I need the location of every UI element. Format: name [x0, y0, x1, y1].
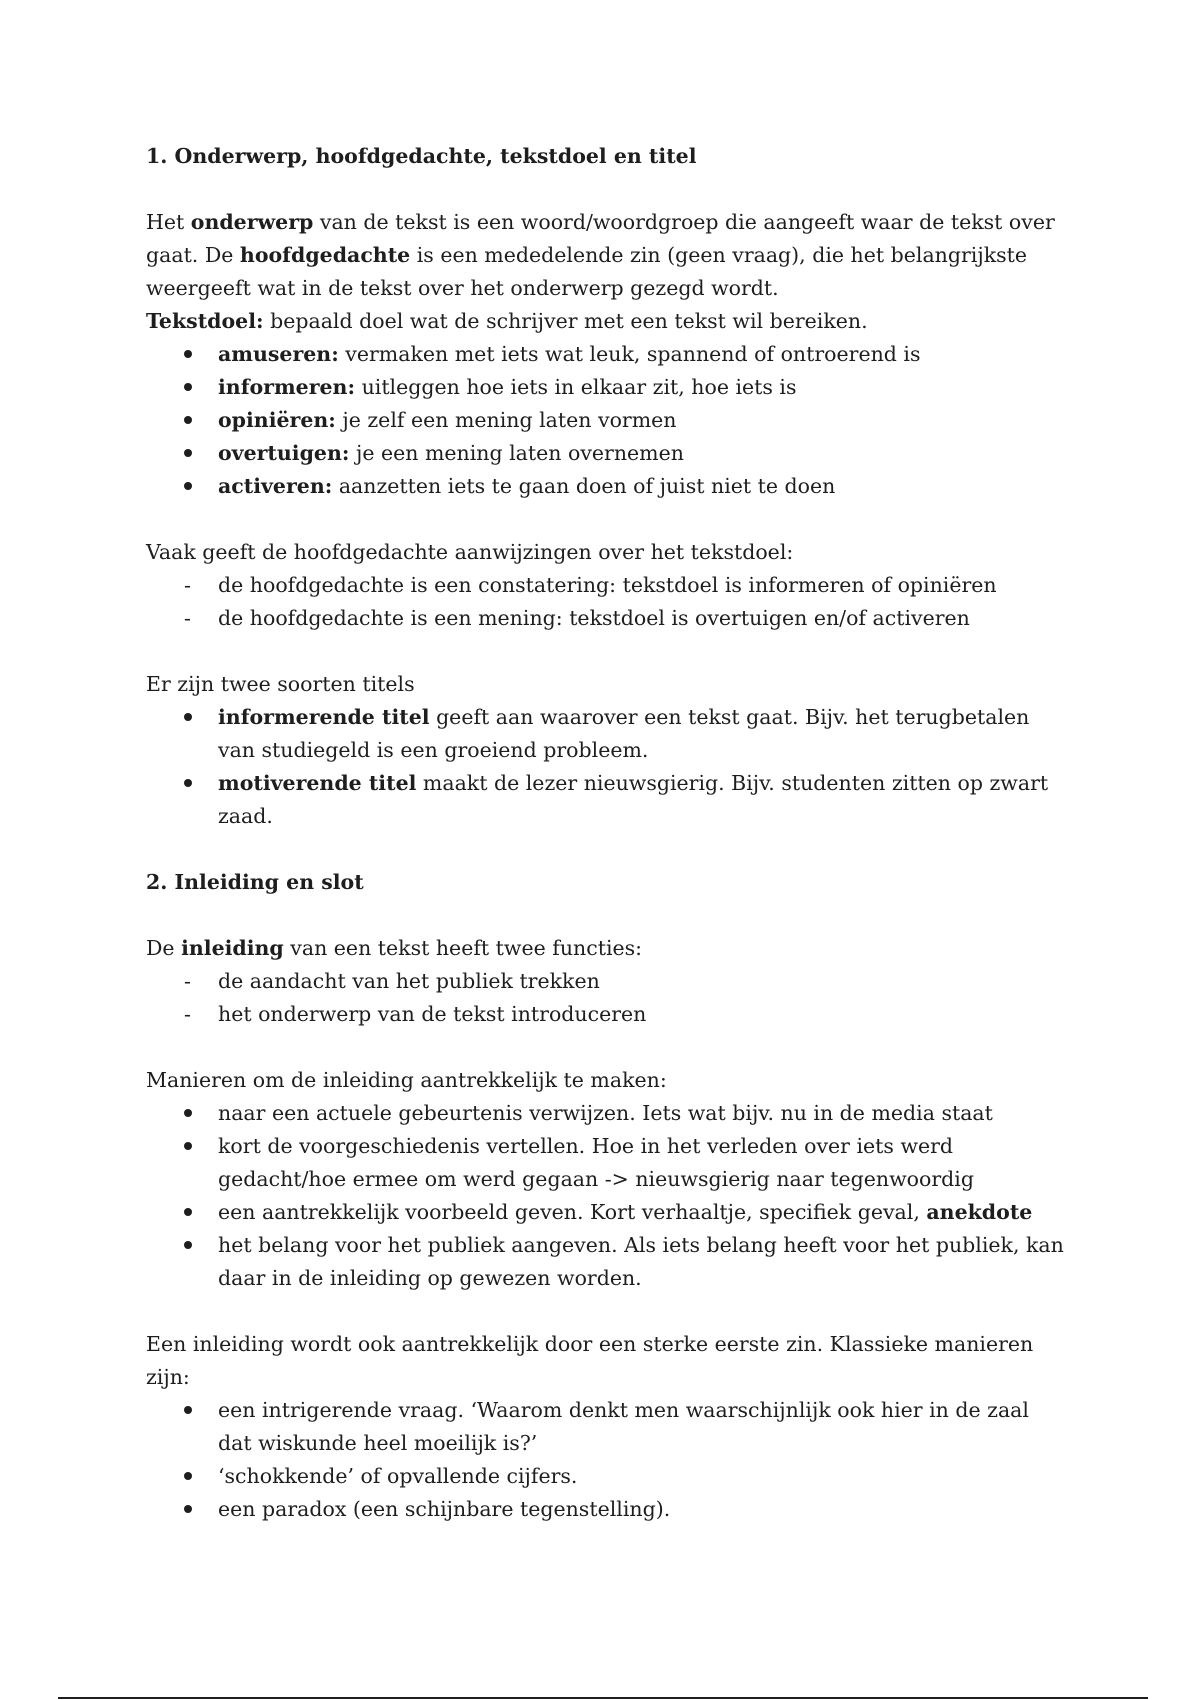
list-item: [146, 602, 1066, 635]
bullet-icon: [184, 1097, 204, 1130]
dash-icon: -: [184, 1002, 191, 1026]
bold-term: informeren:: [218, 375, 356, 399]
list-item: [146, 338, 1066, 371]
list-item: [146, 1460, 1066, 1493]
document-page: [146, 140, 1066, 1526]
bullet-icon: [184, 701, 204, 734]
text-run: kort de voorgeschiedenis vertellen. Hoe in het verleden over iets werd gedacht/hoe ermee om werd gegaan -> nieuwsgierig naar tegenwoordig: [218, 1134, 974, 1191]
list-item: [146, 1493, 1066, 1526]
text-run: het belang voor het publiek aangeven. Als iets belang heeft voor het publiek, kan daar in de inleiding op gewezen worden.: [218, 1233, 1064, 1290]
titels-intro: Er zijn twee soorten titels: [146, 672, 415, 696]
bullet-icon: [184, 338, 204, 371]
text-run: van de tekst is een woord/woordgroep die aangeeft waar de tekst over gaat. De: [146, 210, 1055, 267]
aanwijzingen-intro: Vaak geeft de hoofdgedachte aanwijzingen over het tekstdoel:: [146, 540, 794, 564]
bullet-icon: [184, 1394, 204, 1427]
list-item: [146, 1229, 1066, 1295]
functies-intro: [146, 932, 1066, 965]
list-item: [146, 965, 1066, 998]
tekstdoel-definition: [146, 305, 1066, 338]
text-run: geeft aan waarover een tekst gaat. Bijv. het terugbetalen van studiegeld is een groeiend probleem.: [218, 705, 1030, 762]
page-bottom-rule: [58, 1697, 1148, 1699]
bold-term: overtuigen:: [218, 441, 350, 465]
eerste-zin-list: [146, 1394, 1066, 1526]
list-item: [146, 404, 1066, 437]
text-run: Het: [146, 210, 191, 234]
functies-list: [146, 965, 1066, 1031]
intro-paragraph: [146, 206, 1066, 305]
text-run: het onderwerp van de tekst introduceren: [218, 1002, 647, 1026]
list-item: [146, 470, 1066, 503]
list-item: [146, 998, 1066, 1031]
text-run: De: [146, 936, 182, 960]
text-run: maakt de lezer nieuwsgierig. Bijv. studenten zitten op zwart zaad.: [218, 771, 1049, 828]
eerste-zin-intro: Een inleiding wordt ook aantrekkelijk door een sterke eerste zin. Klassieke manieren zijn:: [146, 1332, 1034, 1389]
text-run: de hoofdgedachte is een mening: tekstdoel is overtuigen en/of activeren: [218, 606, 970, 630]
bullet-icon: [184, 767, 204, 800]
tekstdoel-list: [146, 338, 1066, 503]
text-run: ‘schokkende’ of opvallende cijfers.: [218, 1464, 578, 1488]
section-heading: 1. Onderwerp, hoofdgedachte, tekstdoel en titel: [146, 144, 697, 168]
text-run: uitleggen hoe iets in elkaar zit, hoe iets is: [355, 375, 797, 399]
text-run: naar een actuele gebeurtenis verwijzen. Iets wat bijv. nu in de media staat: [218, 1101, 993, 1125]
bullet-icon: [184, 1130, 204, 1163]
text-run: aanzetten iets te gaan doen of juist niet te doen: [332, 474, 836, 498]
list-item: [146, 437, 1066, 470]
section-heading: 2. Inleiding en slot: [146, 870, 364, 894]
text-run: een intrigerende vraag. ‘Waarom denkt men waarschijnlijk ook hier in de zaal dat wiskunde heel moeilijk is?’: [218, 1398, 1029, 1455]
bold-term: inleiding: [181, 936, 284, 960]
text-run: een paradox (een schijnbare tegenstelling).: [218, 1497, 671, 1521]
list-item: [146, 1394, 1066, 1460]
bullet-icon: [184, 404, 204, 437]
text-run: is een mededelende zin (geen vraag), die het belangrijkste weergeeft wat in de tekst over het onderwerp gezegd wordt.: [146, 243, 1028, 300]
bold-term: activeren:: [218, 474, 333, 498]
list-item: [146, 767, 1066, 833]
bullet-icon: [184, 371, 204, 404]
manieren-intro: Manieren om de inleiding aantrekkelijk te maken:: [146, 1068, 667, 1092]
dash-icon: -: [184, 573, 191, 597]
text-run: de aandacht van het publiek trekken: [218, 969, 600, 993]
bold-term: anekdote: [926, 1200, 1033, 1224]
list-item: [146, 1097, 1066, 1130]
list-item: [146, 371, 1066, 404]
bold-term: onderwerp: [190, 210, 314, 234]
dash-icon: -: [184, 969, 191, 993]
bold-term: opiniëren:: [218, 408, 336, 432]
bullet-icon: [184, 470, 204, 503]
text-run: vermaken met iets wat leuk, spannend of ontroerend is: [338, 342, 921, 366]
manieren-list: [146, 1097, 1066, 1295]
bold-term: Tekstdoel:: [146, 309, 264, 333]
list-item: [146, 569, 1066, 602]
bullet-icon: [184, 1493, 204, 1526]
dash-icon: -: [184, 606, 191, 630]
text-run: bepaald doel wat de schrijver met een tekst wil bereiken.: [263, 309, 868, 333]
bullet-icon: [184, 1460, 204, 1493]
bullet-icon: [184, 437, 204, 470]
text-run: je een mening laten overnemen: [349, 441, 684, 465]
titels-list: [146, 701, 1066, 833]
aanwijzingen-list: [146, 569, 1066, 635]
text-run: van een tekst heeft twee functies:: [283, 936, 643, 960]
bold-term: amuseren:: [218, 342, 339, 366]
bullet-icon: [184, 1229, 204, 1262]
text-run: de hoofdgedachte is een constatering: tekstdoel is informeren of opiniëren: [218, 573, 997, 597]
bullet-icon: [184, 1196, 204, 1229]
bold-term: motiverende titel: [218, 771, 417, 795]
list-item: [146, 1130, 1066, 1196]
text-run: je zelf een mening laten vormen: [335, 408, 677, 432]
bold-term: hoofdgedachte: [239, 243, 411, 267]
list-item: [146, 701, 1066, 767]
list-item: [146, 1196, 1066, 1229]
bold-term: informerende titel: [218, 705, 430, 729]
text-run: een aantrekkelijk voorbeeld geven. Kort verhaaltje, specifiek geval,: [218, 1200, 927, 1224]
